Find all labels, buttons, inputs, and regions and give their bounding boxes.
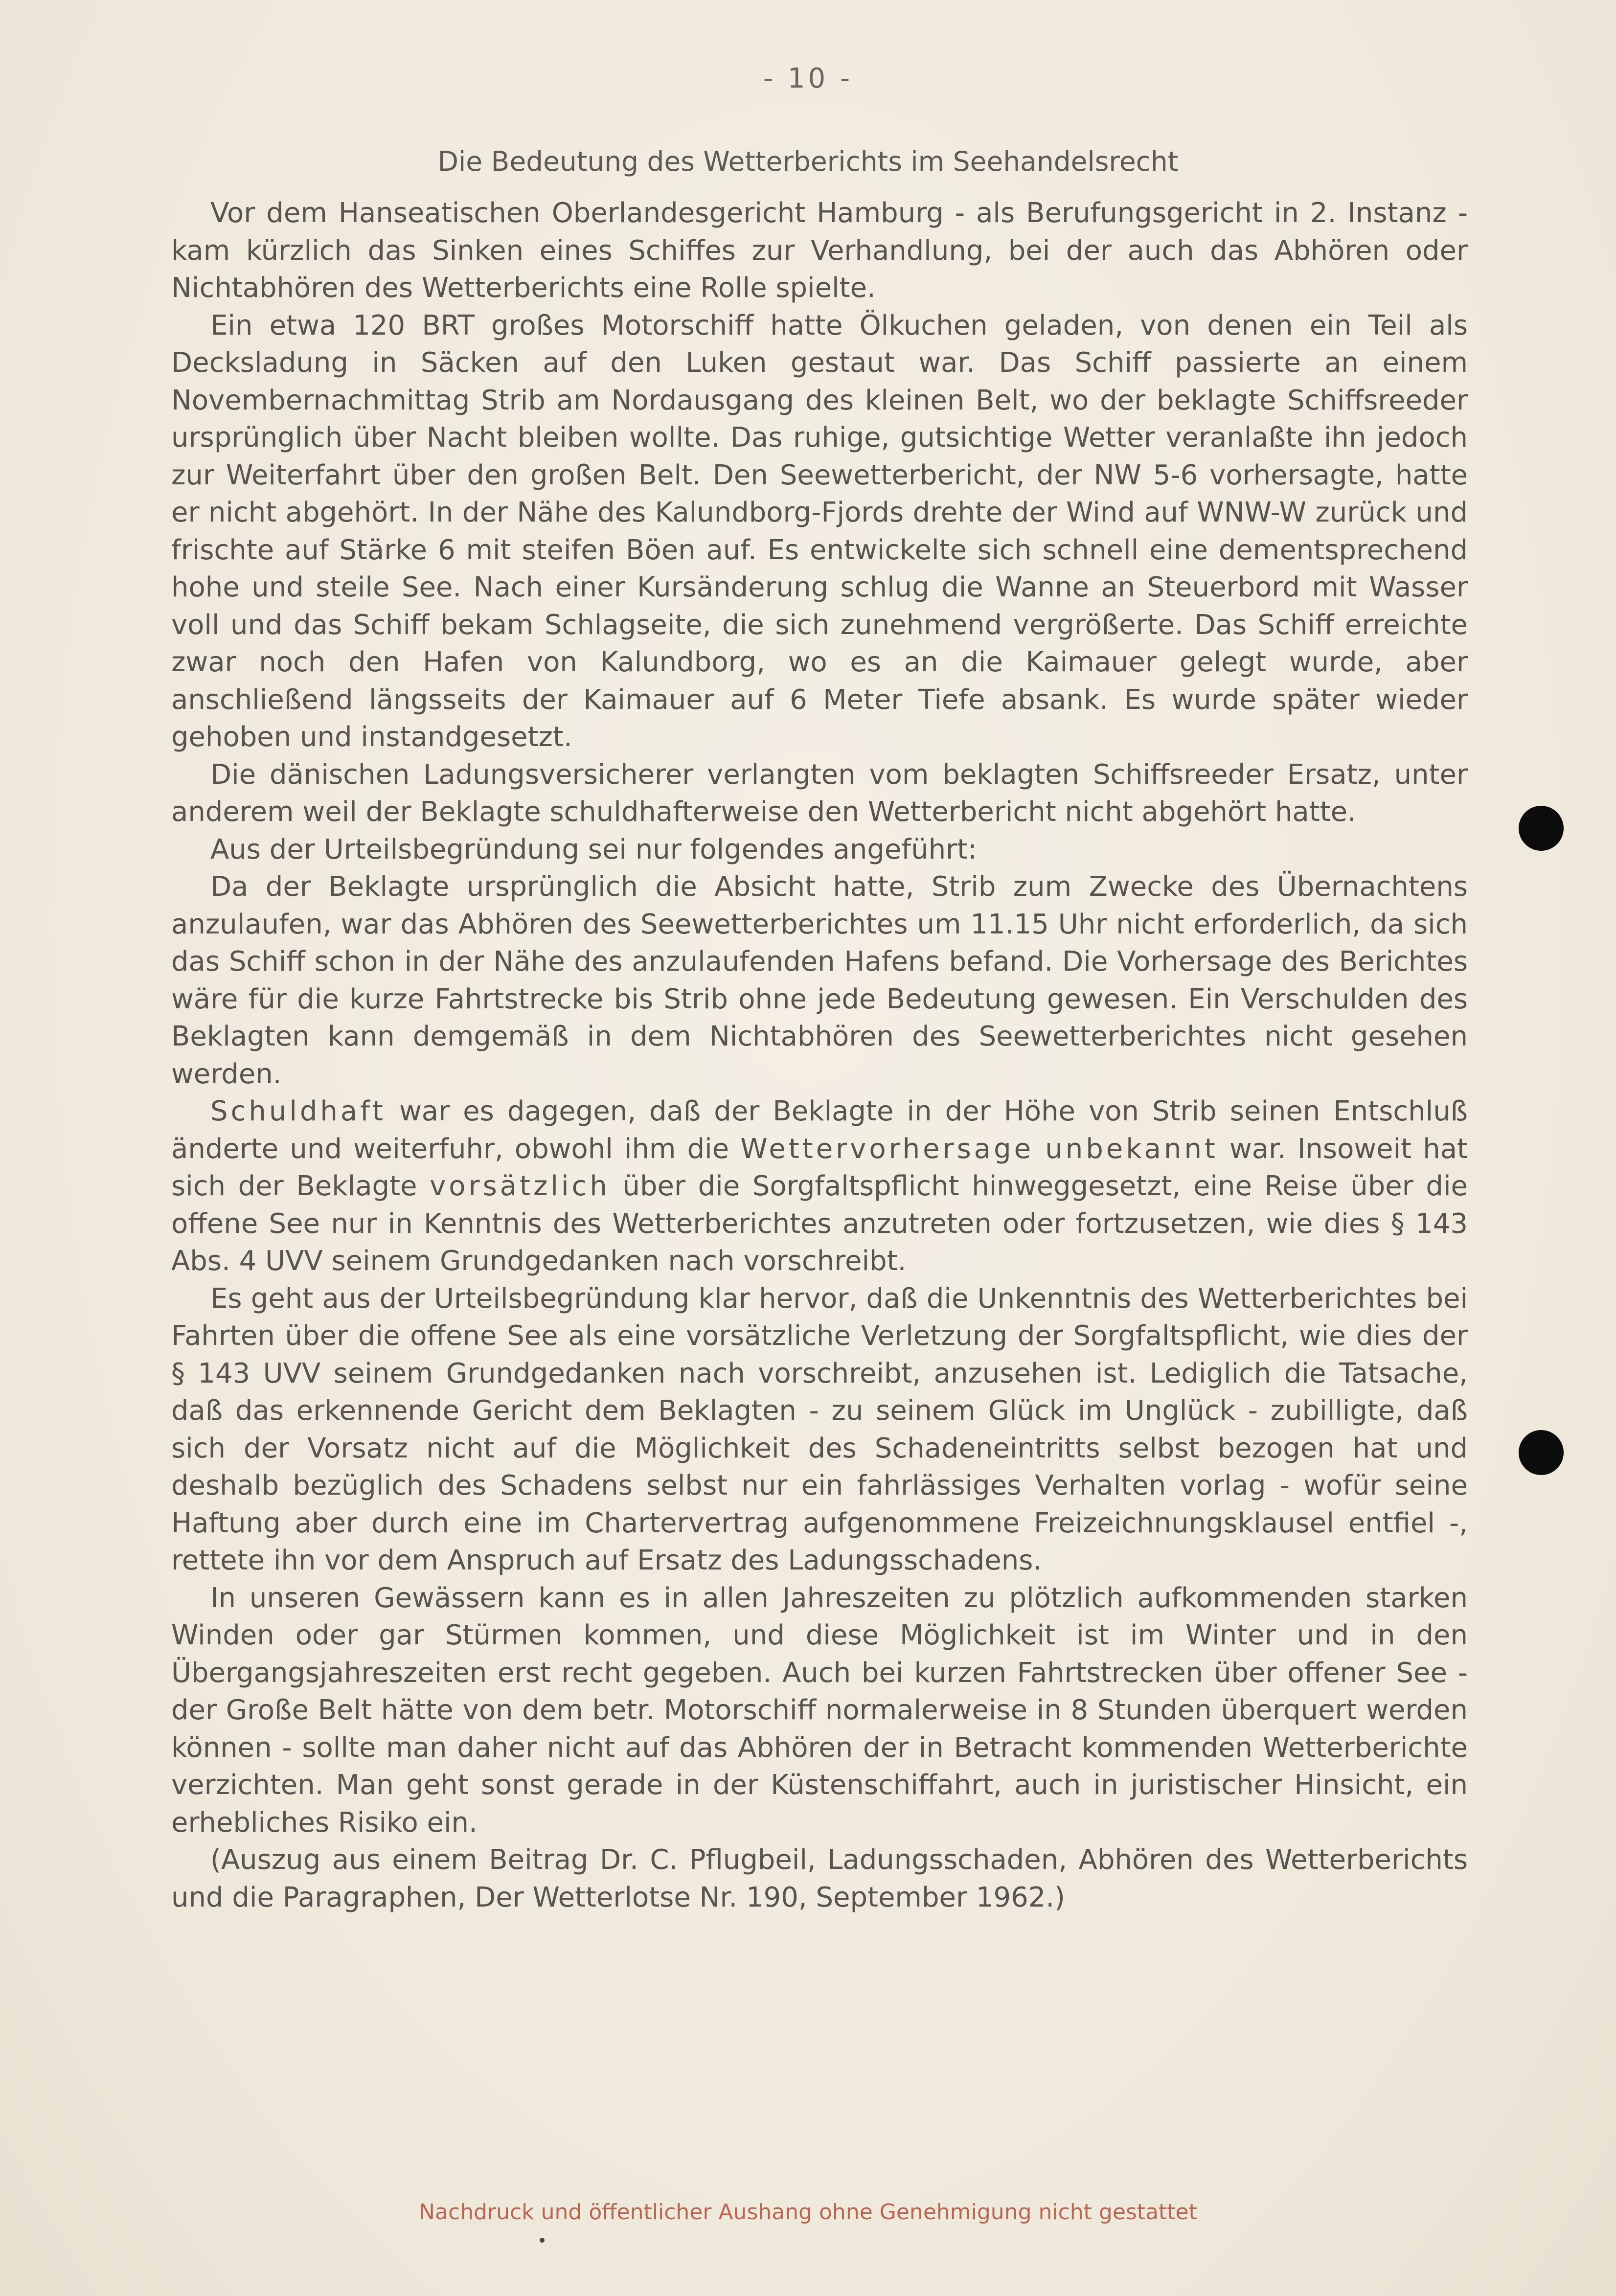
paragraph-judgment-intro: Aus der Urteilsbegründung sei nur folgendes angeführt:: [210, 833, 977, 865]
emphasis-unbekannt: unbekannt: [1045, 1133, 1218, 1165]
article-body: [171, 195, 1468, 1916]
article-title: Die Bedeutung des Wetterberichts im Seehandelsrecht: [437, 146, 1179, 177]
paragraph-conclusion: Es geht aus der Urteilsbegründung klar hervor, daß die Unkenntnis des Wetterberichtes bei Fahrten über die offene See als eine vorsätzliche Verletzung der Sorgfaltspflicht, wie dies der § 143 UVV seinem Grundgedanken nach vorschreibt, anzusehen ist. Lediglich die Tatsache, daß das erkennende Gericht dem Beklagten - zu seinem Glück im Unglück - zubilligte, daß sich der Vorsatz nicht auf die Möglichkeit des Schadeneintritts selbst bezogen hat und deshalb bezüglich des Schadens selbst nur ein fahrlässiges Verhalten vorlag - wofür seine Haftung aber durch eine im Chartervertrag aufgenommene Freizeichnungsklausel entfiel -, rettete ihn vor dem Anspruch auf Ersatz des Ladungsschadens.: [171, 1282, 1468, 1576]
footer-mark: [540, 2238, 545, 2243]
footer-notice: Nachdruck und öffentlicher Aushang ohne Genehmigung nicht gestattet: [419, 2200, 1197, 2225]
emphasis-schuldhaft: Schuldhaft: [210, 1095, 386, 1127]
culpability-text-2: war. Insoweit hat sich der Beklagte: [171, 1133, 1468, 1202]
culpability-text-1: war es dagegen, daß der Beklagte in der Höhe von Strib seinen Entschluß änderte und weiterfuhr, obwohl ihm die: [171, 1095, 1468, 1165]
paragraph-source-citation: (Auszug aus einem Beitrag Dr. C. Pflugbeil, Ladungsschaden, Abhören des Wetterberichts und die Paragraphen, Der Wetterlotse Nr. 190, September 1962.): [171, 1844, 1468, 1913]
emphasis-wettervorhersage: Wettervorhersage: [740, 1133, 1034, 1165]
emphasis-vorsaetzlich: vorsätzlich: [430, 1170, 610, 1202]
paragraph-case-facts: Ein etwa 120 BRT großes Motorschiff hatte Ölkuchen geladen, von denen ein Teil als Decksladung in Säcken auf den Luken gestaut war. Das Schiff passierte an einem Novembernachmittag Strib am Nordausgang des kleinen Belt, wo der beklagte Schiffsreeder ursprünglich über Nacht bleiben wollte. Das ruhige, gutsichtige Wetter veranlaßte ihn jedoch zur Weiterfahrt über den großen Belt. Den Seewetterbericht, der NW 5-6 vorhersagte, hatte er nicht abgehört. In der Nähe des Kalundborg-Fjords drehte der Wind auf WNW-W zurück und frischte auf Stärke 6 mit steifen Böen auf. Es entwickelte sich schnell eine dementsprechend hohe und steile See. Nach einer Kursänderung schlug die Wanne an Steuerbord mit Wasser voll und das Schiff bekam Schlagseite, die sich zunehmend vergrößerte. Das Schiff erreichte zwar noch den Hafen von Kalundborg, wo es an die Kaimauer gelegt wurde, aber anschließend längsseits der Kaimauer auf 6 Meter Tiefe absank. Es wurde später wieder gehoben und instandgesetzt.: [171, 309, 1468, 753]
page-number: - 10 -: [763, 63, 853, 94]
paragraph-insurers-claim: Die dänischen Ladungsversicherer verlangten vom beklagten Schiffsreeder Ersatz, unter anderem weil der Beklagte schuldhafterweise den Wetterbericht nicht abgehört hatte.: [171, 758, 1468, 828]
paragraph-culpability: [171, 1093, 1468, 1280]
paragraph-intro: Vor dem Hanseatischen Oberlandesgericht Hamburg - als Berufungsgericht in 2. Instanz - kam kürzlich das Sinken eines Schiffes zur Verhandlung, bei der auch das Abhören oder Nichtabhören des Wetterberichts eine Rolle spielte.: [171, 197, 1468, 304]
punch-hole-lower: [1519, 1430, 1564, 1475]
paragraph-advice: In unseren Gewässern kann es in allen Jahreszeiten zu plötzlich aufkommenden starken Winden oder gar Stürmen kommen, und diese Möglichkeit ist im Winter und in den Übergangsjahreszeiten erst recht gegeben. Auch bei kurzen Fahrtstrecken über offener See - der Große Belt hätte von dem betr. Motorschiff normalerweise in 8 Stunden überquert werden können - sollte man daher nicht auf das Abhören der in Betracht kommenden Wetterberichte verzichten. Man geht sonst gerade in der Küstenschiffahrt, auch in juristischer Hinsicht, ein erhebliches Risiko ein.: [171, 1582, 1468, 1839]
paragraph-judgment-reasoning: Da der Beklagte ursprünglich die Absicht hatte, Strib zum Zwecke des Übernachtens anzulaufen, war das Abhören des Seewetterberichtes um 11.15 Uhr nicht erforderlich, da sich das Schiff schon in der Nähe des anzulaufenden Hafens befand. Die Vorhersage des Berichtes wäre für die kurze Fahrtstrecke bis Strib ohne jede Bedeutung gewesen. Ein Verschulden des Beklagten kann demgemäß in dem Nichtabhören des Seewetterberichtes nicht gesehen werden.: [171, 871, 1468, 1090]
punch-hole-upper: [1519, 806, 1564, 851]
culpability-text-3: über die Sorgfaltspflicht hinweggesetzt, eine Reise über die offene See nur in Kenntnis des Wetterberichtes anzutreten oder fortzusetzen, wie dies § 143 Abs. 4 UVV seinem Grundgedanken nach vorschreibt.: [171, 1170, 1468, 1277]
